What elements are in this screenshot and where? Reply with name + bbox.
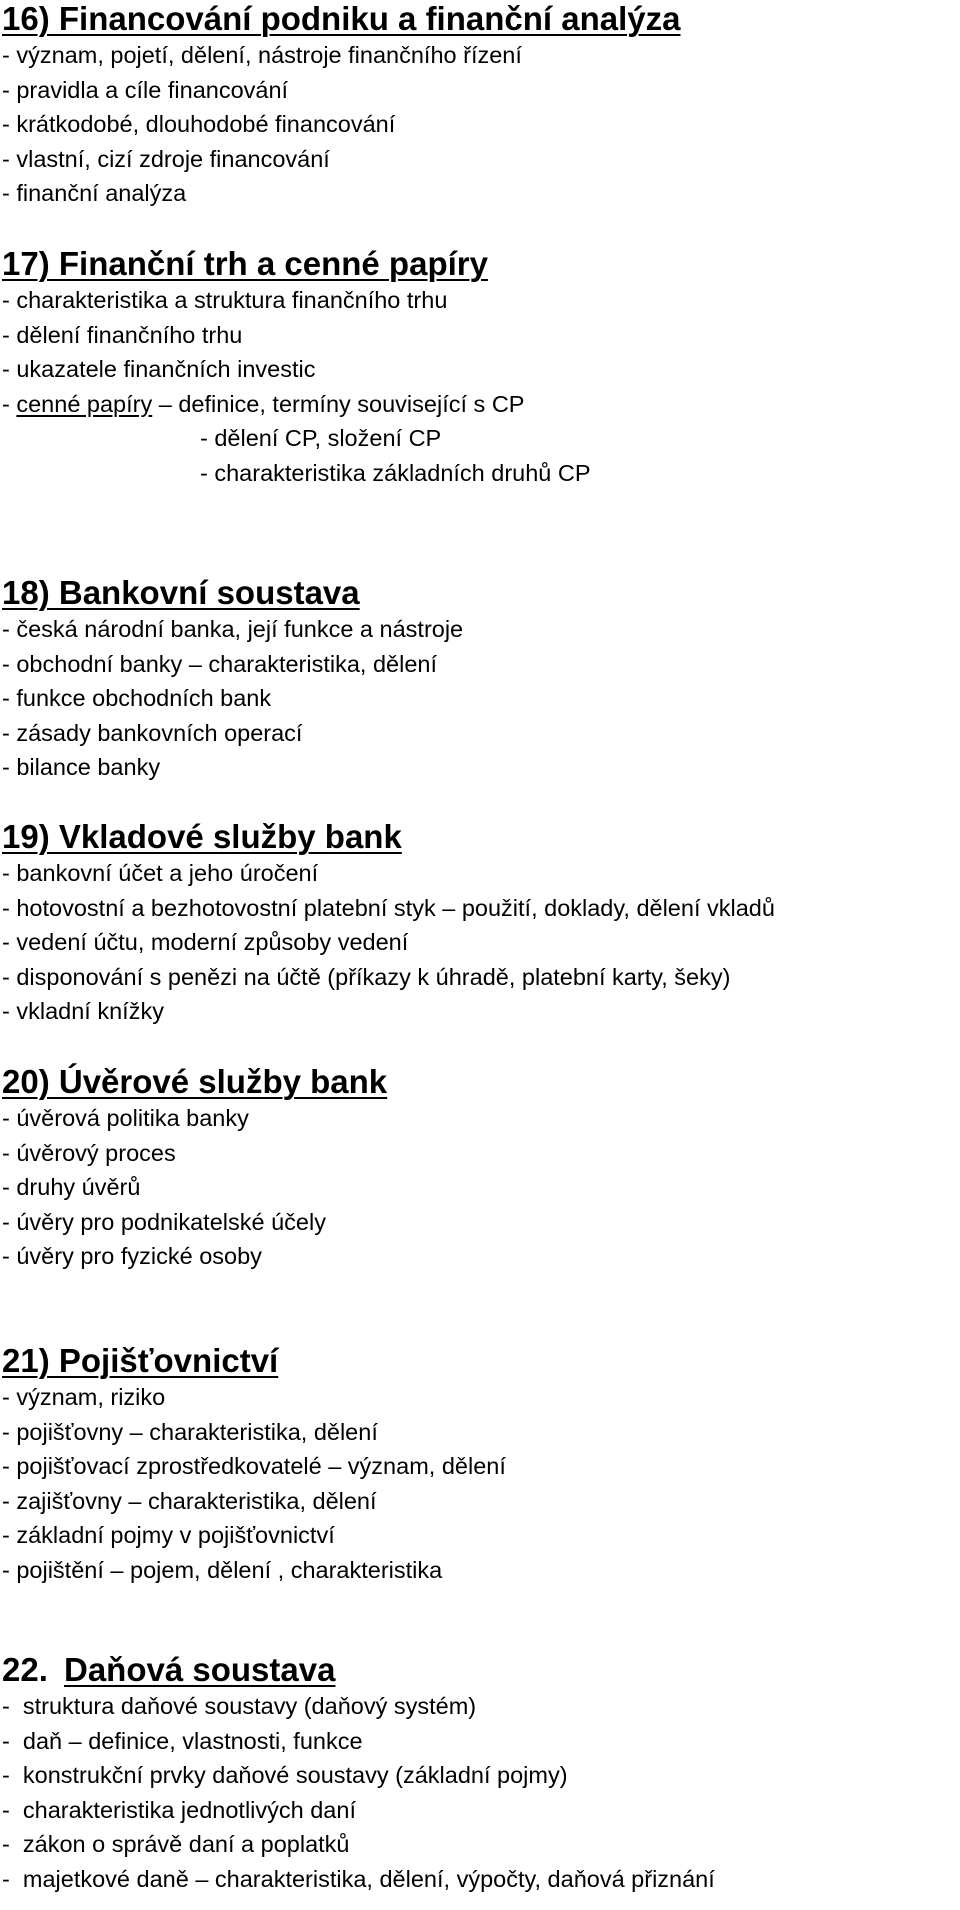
list-item: - zajišťovny – charakteristika, dělení: [2, 1487, 377, 1514]
list-item: - pojištění – pojem, dělení , charakteristika: [2, 1556, 443, 1583]
list-item: - význam, riziko: [2, 1384, 166, 1410]
list-item: - pojišťovny – charakteristika, dělení: [2, 1418, 378, 1445]
list-item: - krátkodobé, dlouhodobé financování: [2, 111, 396, 137]
section-16: [2, 0, 960, 211]
section-heading: 19) Vkladové služby bank: [2, 818, 402, 855]
list-item: - základní pojmy v pojišťovnictví: [2, 1522, 335, 1548]
list-item: - hotovostní a bezhotovostní platební styk – použití, doklady, dělení vkladů: [2, 894, 775, 921]
list-item: - vkladní knížky: [2, 998, 164, 1024]
section-19: [2, 818, 960, 1029]
list-item: - zákon o správě daní a poplatků: [2, 1831, 350, 1857]
list-item: - bilance banky: [2, 754, 161, 780]
list-item: - česká národní banka, její funkce a nástroje: [2, 616, 464, 642]
list-item: - vlastní, cizí zdroje financování: [2, 145, 330, 172]
section-title: Daňová soustava: [64, 1651, 336, 1688]
list-item: - pojišťovací zprostředkovatelé – význam, dělení: [2, 1453, 506, 1479]
list-item: - pravidla a cíle financování: [2, 76, 289, 103]
list-item: - druhy úvěrů: [2, 1174, 141, 1200]
list-item: - význam, pojetí, dělení, nástroje finančního řízení: [2, 42, 522, 68]
list-item: - funkce obchodních bank: [2, 685, 272, 711]
section-21: [2, 1342, 960, 1587]
list-item: - finanční analýza: [2, 180, 187, 206]
sub-list-item: - charakteristika základních druhů CP: [200, 459, 591, 486]
list-item-prefix: -: [2, 390, 17, 417]
underlined-term: cenné papíry: [16, 390, 153, 417]
list-item: - charakteristika jednotlivých daní: [2, 1796, 356, 1823]
section-18: [2, 574, 960, 785]
section-number: 22.: [2, 1651, 48, 1688]
list-item: - úvěrový proces: [2, 1139, 176, 1166]
section-heading: 17) Finanční trh a cenné papíry: [2, 245, 488, 282]
list-item: - obchodní banky – charakteristika, dělení: [2, 650, 438, 677]
list-item: - struktura daňové soustavy (daňový systém): [2, 1693, 477, 1719]
list-item: - konstrukční prvky daňové soustavy (základní pojmy): [2, 1762, 568, 1788]
list-item: - dělení finančního trhu: [2, 321, 243, 348]
list-item: - úvěry pro podnikatelské účely: [2, 1208, 326, 1235]
list-item-cenne-papiry: [2, 387, 960, 422]
list-item: - zásady bankovních operací: [2, 719, 303, 746]
section-heading: 18) Bankovní soustava: [2, 574, 360, 611]
section-heading: 16) Financování podniku a finanční analýza: [2, 0, 681, 37]
sub-list-item: - dělení CP, složení CP: [200, 425, 442, 451]
section-heading: 21) Pojišťovnictví: [2, 1342, 279, 1379]
section-heading: 20) Úvěrové služby bank: [2, 1063, 388, 1100]
list-item: - disponování s penězi na účtě (příkazy k úhradě, platební karty, šeky): [2, 963, 731, 990]
list-item: - vedení účtu, moderní způsoby vedení: [2, 929, 409, 955]
list-item: - charakteristika a struktura finančního trhu: [2, 287, 448, 313]
list-item: - daň – definice, vlastnosti, funkce: [2, 1727, 363, 1754]
list-item: - bankovní účet a jeho úročení: [2, 860, 319, 886]
list-item: - úvěry pro fyzické osoby: [2, 1243, 262, 1269]
list-item-rest: – definice, termíny související s CP: [152, 390, 525, 417]
list-item: - úvěrová politika banky: [2, 1105, 249, 1131]
section-22: [2, 1651, 960, 1896]
section-17: [2, 245, 960, 490]
section-heading: [2, 1651, 960, 1689]
section-20: [2, 1063, 960, 1274]
list-item: - majetkové daně – charakteristika, dělení, výpočty, daňová přiznání: [2, 1865, 715, 1892]
list-item: - ukazatele finančních investic: [2, 356, 316, 382]
